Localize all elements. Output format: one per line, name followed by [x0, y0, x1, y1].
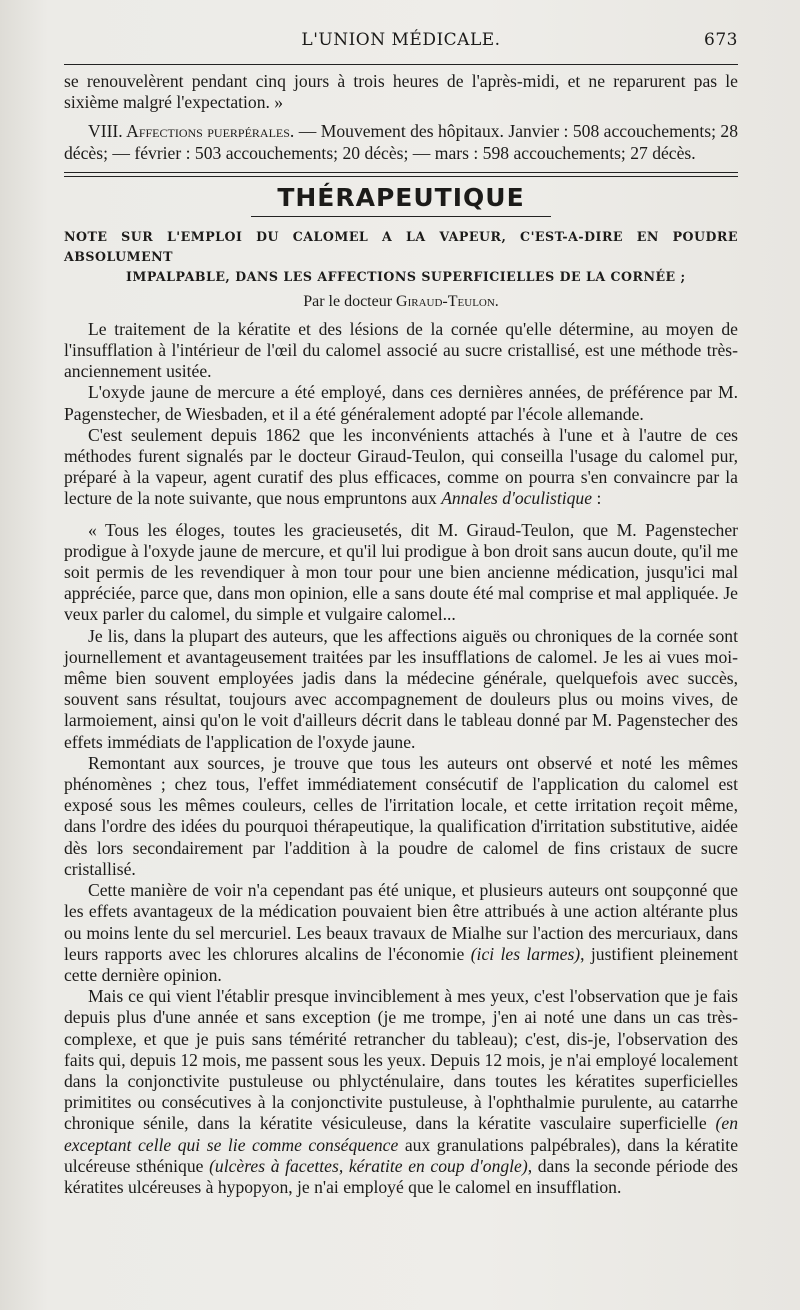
- section-title: THÉRAPEUTIQUE: [277, 182, 525, 212]
- paragraph-quote-4-italic: (ici les larmes): [470, 943, 581, 964]
- paragraph-quote-1: « Tous les éloges, toutes les gracieusetés, dit M. Giraud-Teulon, que M. Pagenstecher prodigue à l'oxyde jaune de mercure, et qu'il lui prodigue à bon droit sans aucun doute, qu'il me soit permis de les revendiquer à mon tour pour une bien ancienne médication, jusqu'ici mal appréciée, parce que, dans mon opinion, elle a sans doute été mal comprise et mal appliquée. Je veux parler du calomel, du simple et vulgaire calomel...: [64, 519, 738, 625]
- journal-name: Annales d'oculistique: [441, 488, 593, 509]
- paragraph-quote-3: Remontant aux sources, je trouve que tous les auteurs ont observé et noté les mêmes phénomènes ; chez tous, l'effet immédiatement consécutif de l'application du calomel est exposé sous les mêmes couleurs, celles de l'irritation locale, et cette irritation reçoit même, dans l'ordre des idées du pourquoi thérapeutique, la qualification d'irritation substitutive, aidée dès lors secondairement par l'addition à la poudre de calomel de fins cristaux de sucre cristallisé.: [64, 752, 738, 879]
- paragraph-intro-1: se renouvelèrent pendant cinq jours à trois heures de l'après-midi, et ne reparurent pas le sixième malgré l'expectation. »: [64, 71, 738, 113]
- paragraph-body-2: L'oxyde jaune de mercure a été employé, dans ces dernières années, de préférence par M. Pagenstecher, de Wiesbaden, et il a été généralement adopté par l'école allemande.: [64, 382, 738, 424]
- paragraph-quote-2: Je lis, dans la plupart des auteurs, que les affections aiguës ou chroniques de la cornée sont journellement et avantageusement traitées par les insufflations de calomel. Je les ai vues moi-même bien souvent employées jadis dans la médecine générale, quelquefois avec succès, souvent sans résultat, toujours avec accompagnement de douleurs plus ou moins vives, de larmoiement, ainsi qu'on le voit d'ailleurs décrit dans le tableau donné par M. Pagenstecher des effets immédiats de l'application de l'oxyde jaune.: [64, 625, 738, 752]
- note-title-line-2: IMPALPABLE, DANS LES AFFECTIONS SUPERFICIELLES DE LA CORNÉE ;: [126, 268, 686, 284]
- paragraph-body-3-text: C'est seulement depuis 1862 que les inconvénients attachés à l'une et à l'autre de ces méthodes furent signalés par le docteur Giraud-Teulon, qui conseilla l'usage du calomel pur, préparé à la vapeur, agent curatif des plus efficaces, comme on pourra s'en convaincre par la lecture de la note suivante, que nous empruntons aux: [64, 424, 738, 509]
- paragraph-quote-4-text: Cette manière de voir n'a cependant pas été unique, et plusieurs auteurs ont soupçonné que les effets avantageux de la médication pouvaient bien être attribués à une action altérante plus ou moins lente du sel mercuriel. Les beaux travaux de Mialhe sur l'action des mercuriaux, dans leurs rapports avec les chlorures alcalins de l'économie: [64, 880, 738, 964]
- byline-prefix: Par le docteur: [303, 292, 397, 310]
- section-viii-label: VIII. Affections puerpérales.: [88, 121, 295, 142]
- paragraph-quote-5-text-b: aux granulations palpébrales), dans la kératite ulcéreuse sthénique: [64, 1134, 738, 1176]
- title-underline: [251, 216, 551, 217]
- paragraph-body-1: Le traitement de la kératite et des lésions de la cornée qu'elle détermine, au moyen de l'insufflation à l'intérieur de l'œil du calomel associé au sucre cristallisé, est une méthode très-anciennement usitée.: [64, 318, 738, 382]
- page-number: 673: [704, 30, 738, 50]
- paragraph-quote-5: [64, 986, 738, 1198]
- paragraph-quote-5-italic-1: (en exceptant celle qui se lie comme conséquence: [64, 1113, 738, 1155]
- paragraph-body-3: [64, 425, 738, 510]
- section-viii-text: — Mouvement des hôpitaux. Janvier : 508 accouchements; 28 décès; — février : 503 accouchements; 20 décès; — mars : 598 accouchements; 27 décès.: [64, 121, 738, 163]
- paragraph-intro-2: [64, 121, 738, 163]
- byline-author: Giraud-Teulon.: [396, 292, 499, 310]
- note-title-line-1: NOTE SUR L'EMPLOI DU CALOMEL A LA VAPEUR, C'EST-A-DIRE EN POUDRE ABSOLUMENT: [64, 228, 738, 264]
- paragraph-quote-5-text-a: Mais ce qui vient l'établir presque invinciblement à mes yeux, c'est l'observation que je fais depuis plus d'une année et sans exception (je me trompe, j'en ai noté une dans un cas très-complexe, et que je puis sans témérité retrancher du tableau); c'est, dis-je, l'observation des faits qui, depuis 12 mois, me passent sous les yeux. Depuis 12 mois, je n'ai employé localement dans la conjonctivite pustuleuse ou phlycténulaire, dans toutes les kératites superficielles primitites ou consécutives à la conjonctivite pustuleuse, à l'ophthalmie purulente, au catarrhe chronique sénile, dans la kératite vésiculeuse, dans la kératite vasculaire superficielle: [64, 986, 738, 1134]
- header-rule: [64, 64, 738, 65]
- running-head: [64, 30, 738, 60]
- paragraph-body-3-end: :: [592, 488, 602, 509]
- running-title: L'UNION MÉDICALE.: [301, 30, 501, 50]
- paragraph-quote-5-italic-2: (ulcères à facettes, kératite en coup d'ongle): [209, 1155, 528, 1176]
- note-title: [64, 227, 738, 287]
- paragraph-quote-5-text-c: , dans la seconde période des kératites ulcéreuses à hypopyon, je n'ai employé que le calomel en insufflation.: [64, 1155, 738, 1197]
- paragraph-quote-4-end: , justifient pleinement cette dernière opinion.: [64, 943, 738, 985]
- byline: [64, 293, 738, 311]
- paragraph-quote-4: [64, 880, 738, 986]
- section-divider: [64, 172, 738, 177]
